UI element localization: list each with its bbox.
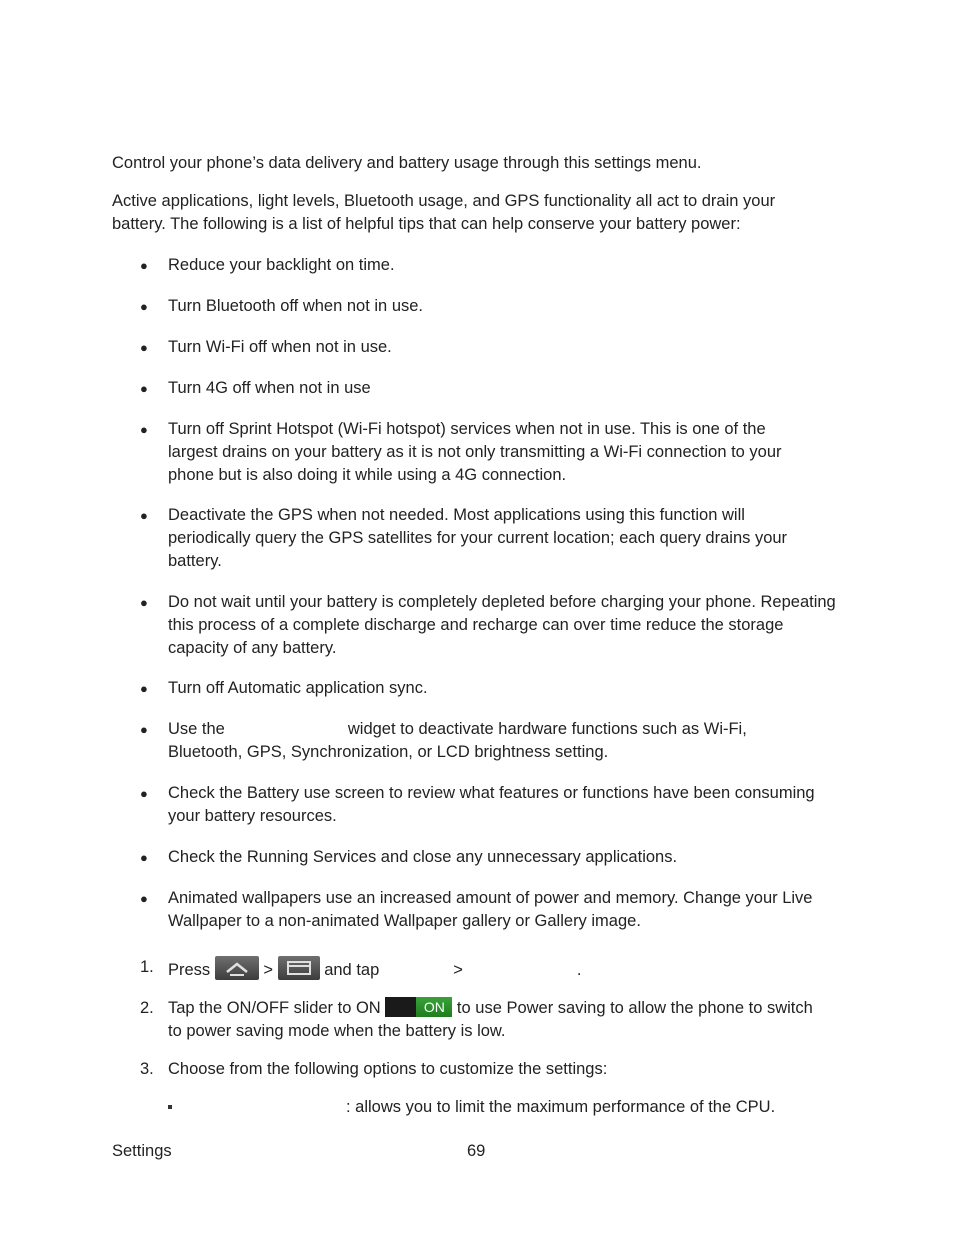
tip-text: Do not wait until your battery is completely depleted before charging your phone. Repeating this process of a complete discharge and recharge can over time reduce the storage capacity of any battery. [168, 593, 836, 657]
step-number: 2. [140, 999, 154, 1017]
bullet-glyph: ● [140, 422, 148, 437]
page-number: 69 [467, 1142, 486, 1160]
bullet-glyph: ● [140, 722, 148, 737]
square-bullet-icon [168, 1105, 172, 1109]
bullet-glyph: ● [140, 299, 148, 314]
bullet-glyph: ● [140, 508, 148, 523]
tip-text: Turn off Sprint Hotspot (Wi-Fi hotspot) services when not in use. This is one of the largest drains on your battery as it is not only transmitting a Wi-Fi connection to your phone but is also doing it while using a 4G connection. [168, 420, 782, 484]
menu-icon [278, 956, 320, 980]
sub-option-text: : allows you to limit the maximum performance of the CPU. [346, 1098, 776, 1116]
tip-text [168, 718, 848, 764]
bullet-glyph: ● [140, 891, 148, 906]
tip-text: Turn off Automatic application sync. [168, 679, 428, 697]
footer-section-name: Settings [112, 1142, 172, 1160]
step-press-text: Press [168, 961, 211, 979]
step-text-after: to use Power saving to allow the phone to switch [456, 999, 813, 1017]
tip-text: Animated wallpapers use an increased amount of power and memory. Change your Live Wallpaper to a non-animated Wallpaper gallery or Gallery image. [168, 889, 813, 930]
bullet-glyph: ● [140, 786, 148, 801]
tip-text: Turn 4G off when not in use [168, 379, 371, 397]
tip-text: Turn Bluetooth off when not in use. [168, 297, 424, 315]
bullet-glyph: ● [140, 340, 148, 355]
step-end: . [576, 961, 582, 979]
intro-paragraph-1: Control your phone’s data delivery and battery usage through this settings menu. [112, 154, 702, 172]
tip-text-after: widget to deactivate hardware functions such as Wi-Fi, [347, 720, 747, 738]
tip-text: Deactivate the GPS when not needed. Most applications using this function will periodically query the GPS satellites for your current location; each query drains your battery. [168, 506, 788, 570]
tip-text: Reduce your backlight on time. [168, 256, 395, 274]
home-icon [215, 956, 259, 980]
tip-text-line2: Bluetooth, GPS, Synchronization, or LCD brightness setting. [168, 743, 609, 761]
step-separator-2: > [453, 961, 463, 979]
step-number: 1. [140, 958, 154, 976]
tip-text: Check the Running Services and close any unnecessary applications. [168, 848, 678, 866]
bullet-glyph: ● [140, 681, 148, 696]
step-text [168, 997, 848, 1043]
bullet-glyph: ● [140, 595, 148, 610]
step-and-tap-text: and tap [324, 961, 380, 979]
tip-text-before: Use the [168, 720, 225, 738]
intro-paragraph-2: Active applications, light levels, Bluetooth usage, and GPS functionality all act to drain your battery. The following is a list of helpful tips that can help conserve your battery power: [112, 192, 776, 233]
step-text [168, 956, 848, 982]
step-number: 3. [140, 1060, 154, 1078]
tip-text: Check the Battery use screen to review what features or functions have been consuming your battery resources. [168, 784, 815, 825]
tip-text: Turn Wi-Fi off when not in use. [168, 338, 392, 356]
step-text-line2: to power saving mode when the battery is low. [168, 1022, 506, 1040]
step-text: Choose from the following options to customize the settings: [168, 1060, 608, 1078]
bullet-glyph: ● [140, 258, 148, 273]
toggle-on-label: ON [416, 997, 452, 1017]
step-text-before: Tap the ON/OFF slider to ON [168, 999, 381, 1017]
bullet-glyph: ● [140, 381, 148, 396]
step-separator: > [263, 961, 274, 979]
bullet-glyph: ● [140, 850, 148, 865]
on-off-toggle[interactable] [385, 997, 452, 1017]
